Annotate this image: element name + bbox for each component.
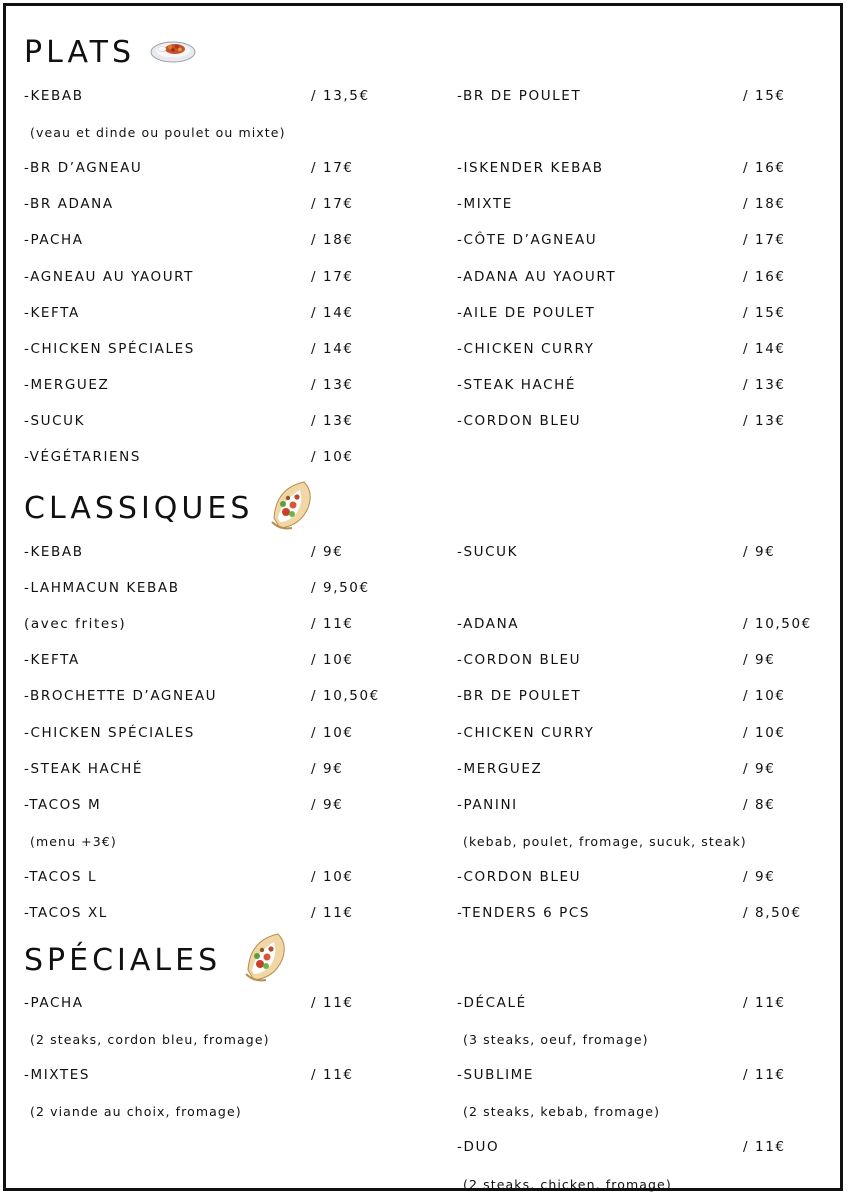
- menu-item-name: -MIXTE: [457, 196, 513, 212]
- menu-item-price: / 15€: [743, 305, 786, 321]
- menu-item-name: -ISKENDER KEBAB: [457, 160, 604, 176]
- wrap-sandwich-icon: [240, 930, 290, 988]
- menu-frame: [3, 3, 843, 1191]
- menu-item-price: / 15€: [743, 88, 786, 104]
- menu-item-price: / 17€: [743, 232, 786, 248]
- menu-item-name: -TACOS XL: [24, 905, 108, 921]
- menu-item-name: -CHICKEN CURRY: [457, 725, 595, 741]
- menu-item-price: / 11€: [743, 1139, 786, 1155]
- menu-item-price: / 17€: [311, 160, 354, 176]
- menu-item-price: / 17€: [311, 196, 354, 212]
- plate-dish-icon: [150, 34, 196, 68]
- menu-item-price: / 9,50€: [311, 580, 370, 596]
- menu-item-price: / 13€: [311, 413, 354, 429]
- menu-item-price: / 9€: [311, 797, 344, 813]
- menu-item-note: (2 steaks, kebab, fromage): [463, 1104, 661, 1119]
- menu-item-note: (kebab, poulet, fromage, sucuk, steak): [463, 834, 747, 849]
- menu-item-name: -CHICKEN CURRY: [457, 341, 595, 357]
- menu-item-price: / 9€: [743, 652, 776, 668]
- wrap-sandwich-icon: [266, 478, 316, 536]
- menu-item-name: -DÉCALÉ: [457, 995, 527, 1011]
- menu-item-price: / 11€: [311, 905, 354, 921]
- menu-item-price: / 10€: [311, 725, 354, 741]
- menu-item-price: / 13€: [743, 413, 786, 429]
- menu-item-price: / 14€: [311, 341, 354, 357]
- menu-item-name: -ADANA AU YAOURT: [457, 269, 617, 285]
- menu-item-price: / 10€: [311, 652, 354, 668]
- menu-item-name: -PACHA: [24, 232, 84, 248]
- menu-item-name: -PACHA: [24, 995, 84, 1011]
- menu-item-price: / 11€: [311, 995, 354, 1011]
- menu-item-price: / 9€: [743, 869, 776, 885]
- section-title-classiques: CLASSIQUES: [24, 491, 254, 526]
- menu-item-name: -BR DE POULET: [457, 88, 582, 104]
- menu-item-price: / 8€: [743, 797, 776, 813]
- menu-item-name: -TENDERS 6 PCS: [457, 905, 591, 921]
- menu-item-price: / 16€: [743, 160, 786, 176]
- menu-item-price: / 10€: [743, 688, 786, 704]
- menu-item-price: / 18€: [743, 196, 786, 212]
- menu-item-price: / 16€: [743, 269, 786, 285]
- menu-item-name: -KEBAB: [24, 544, 84, 560]
- menu-item-name: -BR ADANA: [24, 196, 114, 212]
- menu-item-name: -BROCHETTE D’AGNEAU: [24, 688, 218, 704]
- menu-item-price: / 13€: [311, 377, 354, 393]
- menu-item-note: (2 steaks, chicken, fromage): [463, 1177, 672, 1192]
- menu-item-price: / 18€: [311, 232, 354, 248]
- section-title-plats: PLATS: [24, 35, 136, 70]
- menu-item-note: (veau et dinde ou poulet ou mixte): [30, 125, 286, 140]
- menu-item-name: -KEFTA: [24, 652, 80, 668]
- menu-item-name: -STEAK HACHÉ: [457, 377, 577, 393]
- menu-item-name: -PANINI: [457, 797, 518, 813]
- menu-item-price: / 13€: [743, 377, 786, 393]
- menu-item-price: / 9€: [743, 544, 776, 560]
- menu-item-name: -MERGUEZ: [24, 377, 110, 393]
- menu-item-name: -AGNEAU AU YAOURT: [24, 269, 195, 285]
- menu-item-note: (2 steaks, cordon bleu, fromage): [30, 1032, 270, 1047]
- menu-item-name: -TACOS M: [24, 797, 102, 813]
- menu-item-price: / 9€: [311, 544, 344, 560]
- menu-item-name: -AILE DE POULET: [457, 305, 596, 321]
- menu-item-price: / 8,50€: [743, 905, 802, 921]
- menu-item-name: -CHICKEN SPÉCIALES: [24, 725, 195, 741]
- menu-item-name: -CÔTE D’AGNEAU: [457, 232, 598, 248]
- menu-item-price: / 11€: [311, 1067, 354, 1083]
- menu-item-price: / 11€: [743, 1067, 786, 1083]
- menu-item-name: -VÉGÉTARIENS: [24, 449, 142, 465]
- menu-item-price: / 14€: [743, 341, 786, 357]
- menu-item-note: (3 steaks, oeuf, fromage): [463, 1032, 649, 1047]
- menu-item-name: -CHICKEN SPÉCIALES: [24, 341, 195, 357]
- menu-item-note: (2 viande au choix, fromage): [30, 1104, 242, 1119]
- menu-item-name: -KEBAB: [24, 88, 84, 104]
- menu-item-name: -TACOS L: [24, 869, 98, 885]
- menu-item-price: / 10,50€: [311, 688, 380, 704]
- menu-item-name: -SUCUK: [457, 544, 519, 560]
- menu-item-price: / 9€: [743, 761, 776, 777]
- menu-item-price: / 11€: [311, 616, 354, 632]
- menu-item-name: (avec frites): [24, 616, 127, 632]
- menu-item-name: -SUCUK: [24, 413, 86, 429]
- menu-item-name: -CORDON BLEU: [457, 413, 582, 429]
- menu-item-price: / 10,50€: [743, 616, 812, 632]
- menu-item-price: / 17€: [311, 269, 354, 285]
- section-title-spéciales: SPÉCIALES: [24, 943, 222, 978]
- menu-item-price: / 10€: [311, 869, 354, 885]
- menu-item-name: -CORDON BLEU: [457, 869, 582, 885]
- menu-item-name: -CORDON BLEU: [457, 652, 582, 668]
- menu-item-note: (menu +3€): [30, 834, 117, 849]
- menu-item-name: -ADANA: [457, 616, 520, 632]
- menu-item-price: / 11€: [743, 995, 786, 1011]
- menu-item-name: -SUBLIME: [457, 1067, 535, 1083]
- menu-item-price: / 14€: [311, 305, 354, 321]
- menu-item-name: -BR D’AGNEAU: [24, 160, 143, 176]
- menu-item-name: -MERGUEZ: [457, 761, 543, 777]
- menu-item-name: -DUO: [457, 1139, 500, 1155]
- menu-item-name: -LAHMACUN KEBAB: [24, 580, 180, 596]
- menu-item-price: / 10€: [311, 449, 354, 465]
- menu-item-name: -KEFTA: [24, 305, 80, 321]
- menu-item-name: -BR DE POULET: [457, 688, 582, 704]
- menu-item-name: -MIXTES: [24, 1067, 91, 1083]
- menu-item-price: / 10€: [743, 725, 786, 741]
- menu-item-price: / 9€: [311, 761, 344, 777]
- menu-item-name: -STEAK HACHÉ: [24, 761, 144, 777]
- menu-item-price: / 13,5€: [311, 88, 370, 104]
